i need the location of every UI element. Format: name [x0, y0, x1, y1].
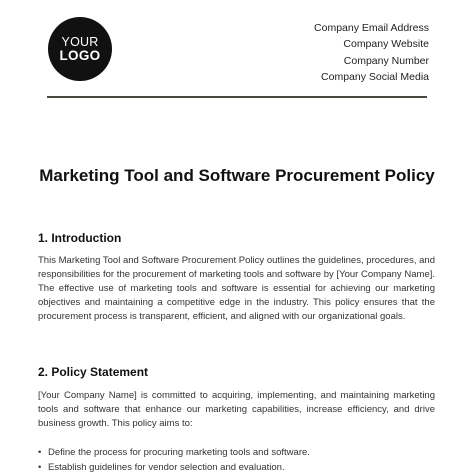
company-logo: [48, 17, 112, 81]
company-website: Company Website: [343, 38, 429, 51]
introduction-paragraph: This Marketing Tool and Software Procurement Policy outlines the guidelines, procedures, and responsibilities for the procurement of marketing tools and software by [Your Company Name]. The effective use of marketing tools and software is essential for achieving our marketing objectives and maintaining a competitive edge in the industry. This policy ensures that the procurement process is transparent, efficient, and aligned with our organizational goals.: [38, 255, 435, 322]
document-title: Marketing Tool and Software Procurement Policy: [39, 166, 435, 185]
section-heading-policy-statement: 2. Policy Statement: [38, 365, 149, 379]
logo-text-line2: LOGO: [59, 47, 101, 63]
policy-statement-paragraph: [Your Company Name] is committed to acquiring, implementing, and maintaining marketing tools and software that enhance our marketing capabilities, increase efficiency, and drive business growth. This policy aims to:: [38, 390, 435, 429]
list-item: [38, 445, 435, 460]
header-divider: [47, 96, 427, 98]
list-item-text: Establish guidelines for vendor selection and evaluation.: [48, 462, 285, 473]
company-contact-block: [314, 20, 429, 85]
bullet-icon: •: [38, 462, 42, 473]
section-heading-introduction: 1. Introduction: [38, 231, 122, 245]
company-social-media: Company Social Media: [321, 70, 429, 83]
list-item: [38, 460, 435, 474]
bullet-icon: •: [38, 447, 42, 458]
list-item-text: Define the process for procuring marketing tools and software.: [48, 447, 310, 458]
policy-aims-list: [38, 445, 435, 474]
company-number: Company Number: [343, 54, 429, 67]
company-email: Company Email Address: [314, 22, 429, 34]
logo-text-line1: YOUR: [61, 34, 99, 49]
